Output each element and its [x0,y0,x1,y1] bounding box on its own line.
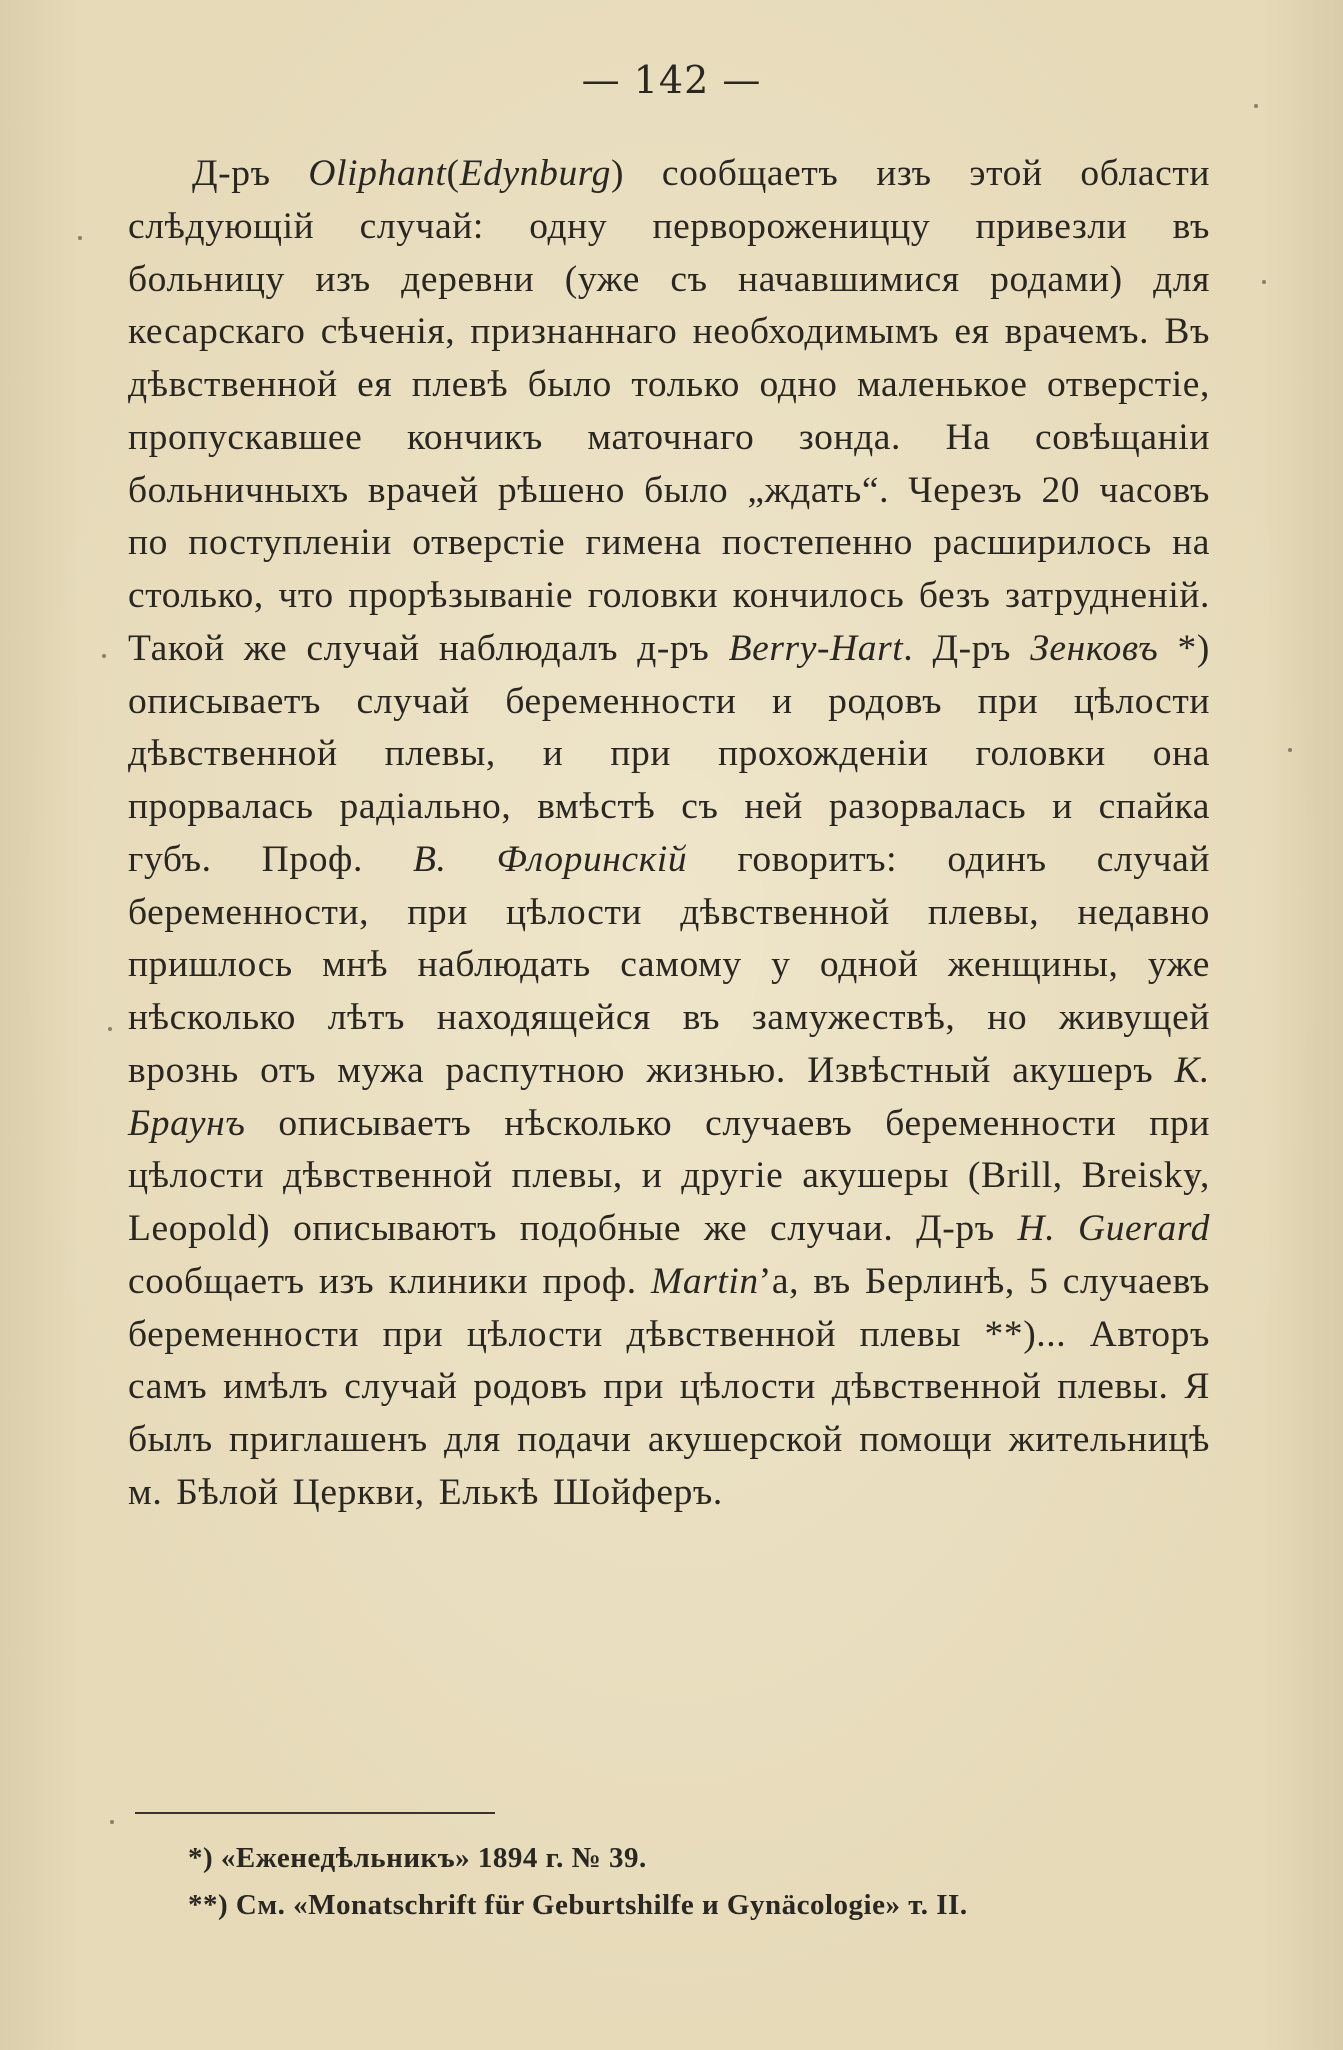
footnote-2: **) См. «Monatschrift für Geburtshilfe и Gynäcologie» т. II. [188,1889,968,1921]
text-run: сообщаетъ изъ клиники проф. [128,1260,652,1302]
footnote-1: *) «Еженедѣльникъ» 1894 г. № 39. [188,1842,647,1874]
paper-speck [1254,104,1258,108]
body-paragraph [128,148,1210,1520]
text-run: описываетъ нѣсколько случаевъ беременности при цѣлости дѣвственной плевы, и другіе акушеры (Brill, Breisky, Leopold) описываютъ подобные же случаи. Д-ръ [128,1102,1210,1249]
text-run: Д-ръ [192,153,309,194]
paper-speck [108,1027,112,1031]
paper-speck [78,236,82,240]
text-run: ( [446,153,460,194]
italic-name: В. Флоринскій [413,838,688,880]
page-number: — 142 — [581,58,762,102]
text-run: . Д-ръ [903,627,1031,669]
text-run: ) сообщаетъ изъ этой области слѣдующій случай: одну перворожениццу привезли въ больницу изъ деревни (уже съ начавшимися родами) для кесарскаго сѣченія, признаннаго необходимымъ ея врачемъ. Въ дѣвственной ея плевѣ было только одно маленькое отверстіе, пропускавшее кончикъ маточнаго зонда. На совѣщаніи больничныхъ врачей рѣшено было „ждать“. Черезъ 20 часовъ по поступленіи отверстіе гимена постепенно расширилось на столько, что прорѣзываніе головки кончилось безъ затрудненій. Такой же случай наблюдалъ д-ръ [128,153,1210,669]
text-run: *) описываетъ случай беременности и родовъ при цѣлости дѣвственной плевы, и при прохожденіи головки она прорвалась радіально, вмѣстѣ съ ней разорвалась и спайка губъ. Проф. [128,627,1210,880]
italic-name: H. Guerard [1017,1208,1210,1249]
paper-speck [110,1820,114,1824]
italic-name: Зенковъ [1030,627,1159,669]
italic-name: К. Браунъ [128,1049,1210,1144]
italic-name: Oliphant [308,153,447,194]
italic-name: Edynburg [459,153,611,194]
italic-name: Berry-Hart [728,627,904,669]
italic-name: Martin [651,1260,759,1302]
footnote-separator [135,1812,495,1814]
paper-speck [1262,280,1266,284]
paper-speck [102,654,106,658]
paper-speck [1288,748,1292,752]
text-run: говоритъ: одинъ случай беременности, при цѣлости дѣвственной плевы, недавно пришлось мнѣ наблюдать самому у одной женщины, уже нѣсколько лѣтъ находящейся въ замужествѣ, но живущей врознь отъ мужа распутною жизнью. Извѣстный акушеръ [128,838,1210,1091]
text-run: ’а, въ Берлинѣ, 5 случаевъ беременности при цѣлости дѣвственной плевы **)... Авторъ самъ имѣлъ случай родовъ при цѣлости дѣвственной плевы. Я былъ приглашенъ для подачи акушерской помощи жительницѣ м. Бѣлой Церкви, Елькѣ Шойферъ. [128,1260,1210,1513]
